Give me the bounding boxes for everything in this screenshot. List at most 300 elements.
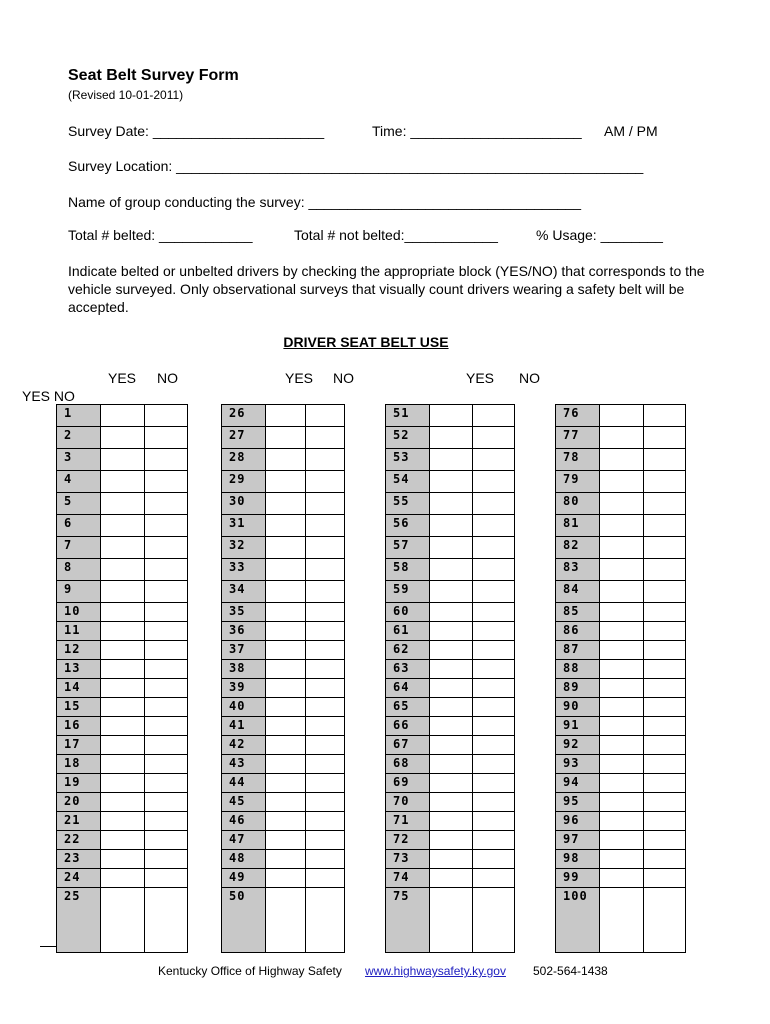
yes-checkbox-cell[interactable] (265, 735, 305, 754)
yes-checkbox-cell[interactable] (265, 887, 305, 952)
no-checkbox-cell[interactable] (305, 868, 345, 887)
yes-checkbox-cell[interactable] (599, 602, 643, 621)
yes-checkbox-cell[interactable] (429, 868, 472, 887)
yes-checkbox-cell[interactable] (599, 470, 643, 492)
yes-checkbox-cell[interactable] (100, 735, 144, 754)
table-row (56, 678, 188, 697)
no-checkbox-cell[interactable] (643, 868, 686, 887)
no-checkbox-cell[interactable] (472, 514, 515, 536)
yes-checkbox-cell[interactable] (599, 514, 643, 536)
no-checkbox-cell[interactable] (472, 492, 515, 514)
yes-checkbox-cell[interactable] (265, 580, 305, 602)
no-checkbox-cell[interactable] (144, 514, 188, 536)
yes-checkbox-cell[interactable] (599, 426, 643, 448)
yes-checkbox-cell[interactable] (100, 514, 144, 536)
yes-checkbox-cell[interactable] (100, 697, 144, 716)
vehicle-number-cell: 40 (221, 697, 265, 716)
no-checkbox-cell[interactable] (472, 448, 515, 470)
yes-checkbox-cell[interactable] (429, 830, 472, 849)
no-checkbox-cell[interactable] (643, 558, 686, 580)
vehicle-number-cell: 80 (555, 492, 599, 514)
no-checkbox-cell[interactable] (305, 659, 345, 678)
survey-location-field[interactable]: Survey Location: ____________________________________________________________ (68, 158, 644, 174)
table-row (56, 426, 188, 448)
col2-no-header: NO (333, 370, 354, 386)
table-row (385, 735, 515, 754)
table-row (385, 448, 515, 470)
table-row (221, 754, 345, 773)
no-checkbox-cell[interactable] (643, 697, 686, 716)
vehicle-number-cell: 100 (555, 887, 599, 952)
no-checkbox-cell[interactable] (472, 640, 515, 659)
yes-checkbox-cell[interactable] (429, 514, 472, 536)
yes-checkbox-cell[interactable] (265, 849, 305, 868)
no-checkbox-cell[interactable] (305, 811, 345, 830)
vehicle-number-cell: 65 (385, 697, 429, 716)
no-checkbox-cell[interactable] (305, 470, 345, 492)
table-row (555, 735, 686, 754)
yes-checkbox-cell[interactable] (599, 735, 643, 754)
yes-checkbox-cell[interactable] (100, 558, 144, 580)
yes-checkbox-cell[interactable] (100, 448, 144, 470)
yes-checkbox-cell[interactable] (599, 754, 643, 773)
no-checkbox-cell[interactable] (643, 811, 686, 830)
table-row (221, 678, 345, 697)
yes-checkbox-cell[interactable] (265, 868, 305, 887)
no-checkbox-cell[interactable] (472, 811, 515, 830)
no-checkbox-cell[interactable] (144, 849, 188, 868)
vehicle-number-cell: 84 (555, 580, 599, 602)
no-checkbox-cell[interactable] (144, 426, 188, 448)
no-checkbox-cell[interactable] (305, 792, 345, 811)
yes-checkbox-cell[interactable] (429, 716, 472, 735)
yes-checkbox-cell[interactable] (265, 697, 305, 716)
vehicle-number-cell: 77 (555, 426, 599, 448)
no-checkbox-cell[interactable] (305, 697, 345, 716)
table-row (555, 492, 686, 514)
table-row (385, 580, 515, 602)
no-checkbox-cell[interactable] (144, 470, 188, 492)
no-checkbox-cell[interactable] (305, 754, 345, 773)
yes-checkbox-cell[interactable] (429, 735, 472, 754)
yes-checkbox-cell[interactable] (265, 621, 305, 640)
no-checkbox-cell[interactable] (643, 640, 686, 659)
yes-checkbox-cell[interactable] (429, 470, 472, 492)
yes-checkbox-cell[interactable] (100, 678, 144, 697)
yes-checkbox-cell[interactable] (100, 773, 144, 792)
vehicle-number-cell: 16 (56, 716, 100, 735)
vehicle-number-cell: 76 (555, 404, 599, 426)
no-checkbox-cell[interactable] (144, 792, 188, 811)
no-checkbox-cell[interactable] (472, 716, 515, 735)
vehicle-number-cell: 38 (221, 659, 265, 678)
no-checkbox-cell[interactable] (144, 659, 188, 678)
col1-no-header: NO (157, 370, 178, 386)
no-checkbox-cell[interactable] (144, 492, 188, 514)
yes-checkbox-cell[interactable] (265, 470, 305, 492)
vehicle-number-cell: 48 (221, 849, 265, 868)
no-checkbox-cell[interactable] (643, 514, 686, 536)
yes-checkbox-cell[interactable] (429, 849, 472, 868)
no-checkbox-cell[interactable] (305, 514, 345, 536)
yes-checkbox-cell[interactable] (100, 849, 144, 868)
no-checkbox-cell[interactable] (643, 678, 686, 697)
no-checkbox-cell[interactable] (643, 754, 686, 773)
vehicle-number-cell: 67 (385, 735, 429, 754)
no-checkbox-cell[interactable] (643, 887, 686, 952)
no-checkbox-cell[interactable] (144, 580, 188, 602)
yes-checkbox-cell[interactable] (599, 849, 643, 868)
no-checkbox-cell[interactable] (144, 735, 188, 754)
no-checkbox-cell[interactable] (144, 558, 188, 580)
table-row (56, 735, 188, 754)
table-row (385, 426, 515, 448)
no-checkbox-cell[interactable] (305, 830, 345, 849)
vehicle-number-cell: 74 (385, 868, 429, 887)
no-checkbox-cell[interactable] (305, 492, 345, 514)
yes-checkbox-cell[interactable] (429, 492, 472, 514)
survey-date-field[interactable]: Survey Date: ______________________ (68, 123, 325, 139)
col2-yes-header: YES (285, 370, 314, 386)
table-row (385, 868, 515, 887)
yes-checkbox-cell[interactable] (599, 640, 643, 659)
yes-checkbox-cell[interactable] (599, 678, 643, 697)
table-row (221, 621, 345, 640)
no-checkbox-cell[interactable] (305, 426, 345, 448)
no-checkbox-cell[interactable] (305, 678, 345, 697)
no-checkbox-cell[interactable] (144, 640, 188, 659)
no-checkbox-cell[interactable] (643, 792, 686, 811)
yes-checkbox-cell[interactable] (599, 792, 643, 811)
yes-checkbox-cell[interactable] (429, 659, 472, 678)
yes-checkbox-cell[interactable] (100, 716, 144, 735)
yes-checkbox-cell[interactable] (429, 404, 472, 426)
table-row (221, 448, 345, 470)
table-row (385, 830, 515, 849)
table-row (555, 558, 686, 580)
no-checkbox-cell[interactable] (305, 536, 345, 558)
yes-checkbox-cell[interactable] (265, 754, 305, 773)
no-checkbox-cell[interactable] (643, 602, 686, 621)
yes-checkbox-cell[interactable] (599, 830, 643, 849)
vehicle-number-cell: 55 (385, 492, 429, 514)
yes-checkbox-cell[interactable] (599, 404, 643, 426)
yes-checkbox-cell[interactable] (599, 811, 643, 830)
table-row (221, 492, 345, 514)
no-checkbox-cell[interactable] (472, 792, 515, 811)
usage-field[interactable]: % Usage: ________ (536, 227, 663, 243)
yes-checkbox-cell[interactable] (429, 773, 472, 792)
vehicle-number-cell: 4 (56, 470, 100, 492)
yes-checkbox-cell[interactable] (100, 811, 144, 830)
no-checkbox-cell[interactable] (472, 536, 515, 558)
table-row (385, 536, 515, 558)
yes-checkbox-cell[interactable] (265, 404, 305, 426)
yes-checkbox-cell[interactable] (599, 558, 643, 580)
no-checkbox-cell[interactable] (643, 536, 686, 558)
yes-checkbox-cell[interactable] (100, 621, 144, 640)
yes-checkbox-cell[interactable] (599, 621, 643, 640)
yes-checkbox-cell[interactable] (599, 697, 643, 716)
no-checkbox-cell[interactable] (643, 849, 686, 868)
vehicle-number-cell: 2 (56, 426, 100, 448)
no-checkbox-cell[interactable] (643, 735, 686, 754)
yes-checkbox-cell[interactable] (429, 536, 472, 558)
no-checkbox-cell[interactable] (305, 716, 345, 735)
yes-checkbox-cell[interactable] (265, 830, 305, 849)
website-link-text[interactable]: www.highwaysafety.ky.gov (365, 964, 506, 978)
table-row (555, 426, 686, 448)
total-belted-field[interactable]: Total # belted: ____________ (68, 227, 253, 243)
yes-checkbox-cell[interactable] (100, 470, 144, 492)
vehicle-number-cell: 62 (385, 640, 429, 659)
vehicle-number-cell: 41 (221, 716, 265, 735)
vehicle-number-cell: 6 (56, 514, 100, 536)
no-checkbox-cell[interactable] (305, 558, 345, 580)
no-checkbox-cell[interactable] (144, 678, 188, 697)
yes-checkbox-cell[interactable] (265, 602, 305, 621)
vehicle-number-cell: 12 (56, 640, 100, 659)
yes-checkbox-cell[interactable] (265, 811, 305, 830)
vehicle-number-cell: 90 (555, 697, 599, 716)
yes-checkbox-cell[interactable] (429, 448, 472, 470)
vehicle-number-cell: 93 (555, 754, 599, 773)
no-checkbox-cell[interactable] (643, 492, 686, 514)
no-checkbox-cell[interactable] (643, 580, 686, 602)
yes-checkbox-cell[interactable] (265, 536, 305, 558)
vehicle-number-cell: 85 (555, 602, 599, 621)
no-checkbox-cell[interactable] (472, 659, 515, 678)
no-checkbox-cell[interactable] (472, 678, 515, 697)
yes-checkbox-cell[interactable] (100, 640, 144, 659)
table-row (385, 754, 515, 773)
no-checkbox-cell[interactable] (472, 602, 515, 621)
yes-checkbox-cell[interactable] (100, 580, 144, 602)
no-checkbox-cell[interactable] (643, 621, 686, 640)
no-checkbox-cell[interactable] (144, 448, 188, 470)
yes-checkbox-cell[interactable] (100, 887, 144, 952)
no-checkbox-cell[interactable] (472, 697, 515, 716)
no-checkbox-cell[interactable] (305, 773, 345, 792)
yes-checkbox-cell[interactable] (265, 640, 305, 659)
no-checkbox-cell[interactable] (144, 811, 188, 830)
no-checkbox-cell[interactable] (472, 887, 515, 952)
yes-checkbox-cell[interactable] (100, 659, 144, 678)
table-row (555, 659, 686, 678)
vehicle-number-cell: 71 (385, 811, 429, 830)
vehicle-number-cell: 92 (555, 735, 599, 754)
no-checkbox-cell[interactable] (472, 580, 515, 602)
yes-checkbox-cell[interactable] (265, 773, 305, 792)
vehicle-number-cell: 94 (555, 773, 599, 792)
yes-checkbox-cell[interactable] (429, 697, 472, 716)
table-row (56, 514, 188, 536)
table-row (56, 887, 188, 953)
yes-checkbox-cell[interactable] (100, 868, 144, 887)
footer-website-link[interactable] (365, 964, 506, 978)
table-row (555, 448, 686, 470)
yes-checkbox-cell[interactable] (429, 558, 472, 580)
yes-checkbox-cell[interactable] (100, 792, 144, 811)
no-checkbox-cell[interactable] (144, 536, 188, 558)
survey-table-4 (555, 404, 686, 953)
no-checkbox-cell[interactable] (472, 830, 515, 849)
yes-checkbox-cell[interactable] (265, 678, 305, 697)
no-checkbox-cell[interactable] (144, 404, 188, 426)
yes-checkbox-cell[interactable] (599, 887, 643, 952)
no-checkbox-cell[interactable] (472, 773, 515, 792)
vehicle-number-cell: 79 (555, 470, 599, 492)
vehicle-number-cell: 50 (221, 887, 265, 952)
table-row (221, 868, 345, 887)
no-checkbox-cell[interactable] (305, 887, 345, 952)
vehicle-number-cell: 98 (555, 849, 599, 868)
table-row (555, 887, 686, 953)
no-checkbox-cell[interactable] (305, 404, 345, 426)
no-checkbox-cell[interactable] (305, 580, 345, 602)
table-row (385, 887, 515, 953)
vehicle-number-cell: 54 (385, 470, 429, 492)
no-checkbox-cell[interactable] (144, 621, 188, 640)
yes-checkbox-cell[interactable] (265, 426, 305, 448)
yes-checkbox-cell[interactable] (429, 640, 472, 659)
table-row (221, 640, 345, 659)
yes-checkbox-cell[interactable] (429, 887, 472, 952)
no-checkbox-cell[interactable] (144, 773, 188, 792)
no-checkbox-cell[interactable] (472, 426, 515, 448)
yes-checkbox-cell[interactable] (429, 811, 472, 830)
yes-checkbox-cell[interactable] (265, 792, 305, 811)
vehicle-number-cell: 13 (56, 659, 100, 678)
yes-checkbox-cell[interactable] (599, 580, 643, 602)
table-row (221, 558, 345, 580)
yes-checkbox-cell[interactable] (100, 830, 144, 849)
yes-checkbox-cell[interactable] (429, 602, 472, 621)
no-checkbox-cell[interactable] (472, 404, 515, 426)
no-checkbox-cell[interactable] (472, 621, 515, 640)
yes-checkbox-cell[interactable] (599, 448, 643, 470)
no-checkbox-cell[interactable] (144, 716, 188, 735)
no-checkbox-cell[interactable] (144, 754, 188, 773)
no-checkbox-cell[interactable] (472, 849, 515, 868)
vehicle-number-cell: 61 (385, 621, 429, 640)
no-checkbox-cell[interactable] (643, 716, 686, 735)
no-checkbox-cell[interactable] (305, 602, 345, 621)
yes-checkbox-cell[interactable] (429, 580, 472, 602)
table-row (555, 678, 686, 697)
total-not-belted-field[interactable]: Total # not belted:____________ (294, 227, 498, 243)
yes-checkbox-cell[interactable] (265, 514, 305, 536)
table-row (555, 849, 686, 868)
table-row (56, 640, 188, 659)
yes-checkbox-cell[interactable] (599, 536, 643, 558)
vehicle-number-cell: 72 (385, 830, 429, 849)
yes-checkbox-cell[interactable] (599, 659, 643, 678)
form-title: Seat Belt Survey Form (68, 67, 239, 84)
no-checkbox-cell[interactable] (144, 697, 188, 716)
no-checkbox-cell[interactable] (305, 448, 345, 470)
no-checkbox-cell[interactable] (472, 470, 515, 492)
vehicle-number-cell: 9 (56, 580, 100, 602)
table-row (555, 811, 686, 830)
no-checkbox-cell[interactable] (643, 659, 686, 678)
yes-checkbox-cell[interactable] (100, 602, 144, 621)
no-checkbox-cell[interactable] (305, 640, 345, 659)
yes-checkbox-cell[interactable] (265, 716, 305, 735)
yes-checkbox-cell[interactable] (100, 754, 144, 773)
yes-checkbox-cell[interactable] (100, 404, 144, 426)
yes-checkbox-cell[interactable] (429, 754, 472, 773)
vehicle-number-cell: 34 (221, 580, 265, 602)
no-checkbox-cell[interactable] (144, 830, 188, 849)
yes-checkbox-cell[interactable] (599, 868, 643, 887)
yes-checkbox-cell[interactable] (429, 426, 472, 448)
table-row (56, 448, 188, 470)
yes-checkbox-cell[interactable] (265, 492, 305, 514)
no-checkbox-cell[interactable] (643, 426, 686, 448)
table-row (555, 514, 686, 536)
no-checkbox-cell[interactable] (144, 868, 188, 887)
table-row (385, 659, 515, 678)
yes-checkbox-cell[interactable] (429, 678, 472, 697)
no-checkbox-cell[interactable] (472, 754, 515, 773)
yes-checkbox-cell[interactable] (100, 536, 144, 558)
yes-checkbox-cell[interactable] (100, 492, 144, 514)
group-name-field[interactable]: Name of group conducting the survey: ___________________________________ (68, 194, 581, 210)
no-checkbox-cell[interactable] (643, 448, 686, 470)
no-checkbox-cell[interactable] (144, 602, 188, 621)
vehicle-number-cell: 20 (56, 792, 100, 811)
no-checkbox-cell[interactable] (305, 849, 345, 868)
yes-checkbox-cell[interactable] (429, 792, 472, 811)
table-row (221, 536, 345, 558)
table-row (385, 811, 515, 830)
yes-checkbox-cell[interactable] (265, 659, 305, 678)
am-pm-choice[interactable]: AM / PM (604, 123, 658, 139)
footer-phone: 502-564-1438 (533, 964, 608, 978)
table-row (555, 640, 686, 659)
yes-checkbox-cell[interactable] (265, 448, 305, 470)
no-checkbox-cell[interactable] (472, 735, 515, 754)
yes-checkbox-cell[interactable] (429, 621, 472, 640)
no-checkbox-cell[interactable] (305, 735, 345, 754)
vehicle-number-cell: 22 (56, 830, 100, 849)
no-checkbox-cell[interactable] (643, 773, 686, 792)
yes-checkbox-cell[interactable] (599, 716, 643, 735)
yes-checkbox-cell[interactable] (599, 773, 643, 792)
table-row (56, 849, 188, 868)
no-checkbox-cell[interactable] (643, 404, 686, 426)
vehicle-number-cell: 39 (221, 678, 265, 697)
no-checkbox-cell[interactable] (472, 558, 515, 580)
no-checkbox-cell[interactable] (472, 868, 515, 887)
table-row (385, 492, 515, 514)
time-field[interactable]: Time: ______________________ (372, 123, 582, 139)
yes-checkbox-cell[interactable] (100, 426, 144, 448)
no-checkbox-cell[interactable] (643, 470, 686, 492)
no-checkbox-cell[interactable] (643, 830, 686, 849)
table-row (221, 773, 345, 792)
no-checkbox-cell[interactable] (144, 887, 188, 952)
table-row (56, 558, 188, 580)
vehicle-number-cell: 63 (385, 659, 429, 678)
vehicle-number-cell: 44 (221, 773, 265, 792)
yes-checkbox-cell[interactable] (599, 492, 643, 514)
no-checkbox-cell[interactable] (305, 621, 345, 640)
vehicle-number-cell: 49 (221, 868, 265, 887)
yes-checkbox-cell[interactable] (265, 558, 305, 580)
vehicle-number-cell: 25 (56, 887, 100, 952)
